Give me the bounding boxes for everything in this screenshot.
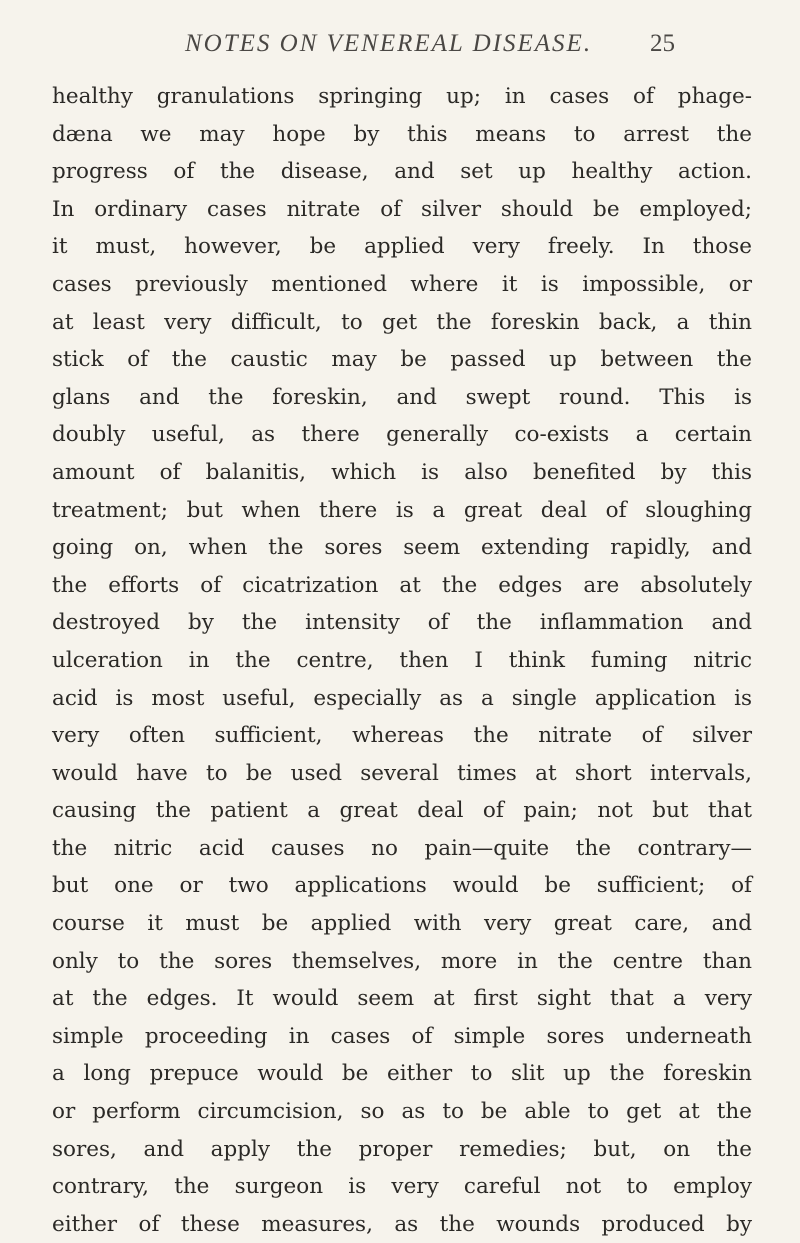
text-line: stick of the caustic may be passed up between the	[52, 347, 752, 373]
text-line: but one or two applications would be sufficient; of	[52, 873, 752, 899]
text-line: either of these measures, as the wounds produced by	[52, 1211, 752, 1237]
text-line: it must, however, be applied very freely. In those	[52, 234, 752, 260]
text-line: cases previously mentioned where it is impossible, or	[52, 271, 752, 297]
text-line: acid is most useful, especially as a single application is	[52, 685, 752, 711]
text-line: a long prepuce would be either to slit up the foreskin	[52, 1061, 752, 1087]
text-line: ulceration in the centre, then I think fuming nitric	[52, 647, 752, 673]
text-line: at the edges. It would seem at first sight that a very	[52, 986, 752, 1012]
text-line: doubly useful, as there generally co-exists a certain	[52, 422, 752, 448]
text-line: going on, when the sores seem extending rapidly, and	[52, 535, 752, 561]
text-line: dæna we may hope by this means to arrest the	[52, 121, 752, 147]
text-line: very often sufficient, whereas the nitrate of silver	[52, 723, 752, 749]
text-line: sores, and apply the proper remedies; but, on the	[52, 1136, 752, 1162]
text-line: amount of balanitis, which is also benefited by this	[52, 459, 752, 485]
text-line: at least very difficult, to get the foreskin back, a thin	[52, 309, 752, 335]
text-line: would have to be used several times at short intervals,	[52, 760, 752, 786]
running-head: NOTES ON VENEREAL DISEASE.	[185, 30, 593, 57]
text-line: destroyed by the intensity of the inflammation and	[52, 610, 752, 636]
text-line: the nitric acid causes no pain—quite the contrary—	[52, 835, 752, 861]
text-line: treatment; but when there is a great deal of sloughing	[52, 497, 752, 523]
text-line: healthy granulations springing up; in cases of phage-	[52, 84, 752, 109]
text-line: progress of the disease, and set up healthy action.	[52, 159, 752, 185]
text-line: or perform circumcision, so as to be able to get at the	[52, 1099, 752, 1125]
text-line: the efforts of cicatrization at the edges are absolutely	[52, 572, 752, 598]
text-line: contrary, the surgeon is very careful not to employ	[52, 1174, 752, 1200]
text-line: simple proceeding in cases of simple sores underneath	[52, 1023, 752, 1049]
text-line: causing the patient a great deal of pain; not but that	[52, 798, 752, 824]
text-line: course it must be applied with very great care, and	[52, 911, 752, 937]
text-line: glans and the foreskin, and swept round. This is	[52, 384, 752, 410]
page-number: 25	[650, 30, 675, 57]
body-text	[52, 78, 752, 1243]
text-line: In ordinary cases nitrate of silver should be employed;	[52, 196, 752, 222]
text-line: only to the sores themselves, more in the centre than	[52, 948, 752, 974]
